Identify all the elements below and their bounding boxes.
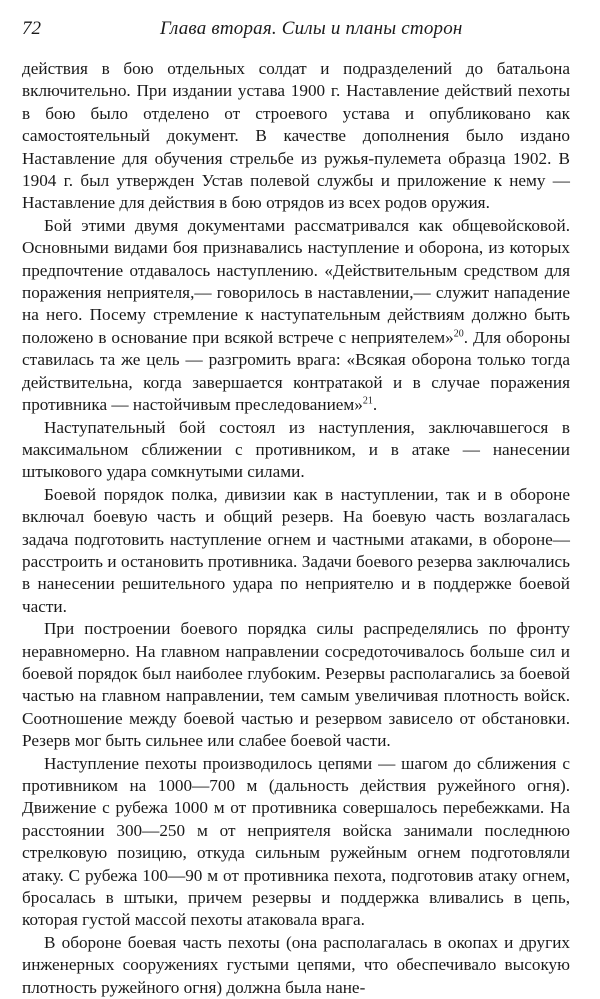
body-text	[22, 58, 570, 999]
paragraph-2-part-c: .	[372, 395, 378, 415]
paragraph-2	[22, 215, 570, 417]
paragraph-4: Боевой порядок полка, дивизии как в наступлении, так и в обороне включал боевую часть и общий резерв. На боевую часть возлагалась задача подготовить наступление огнем и частными атаками, в обороне—расстроить и остановить противника. Задачи боевого резерва заключались в нанесении решительного удара по неприятелю и в поддержке боевой части.	[22, 484, 570, 616]
page-header	[22, 18, 577, 46]
paragraph-3: Наступательный бой состоял из наступления, заключавшегося в максимальном сближении с противником, и в атаке — нанесении штыкового удара сомкнутыми силами.	[22, 417, 570, 482]
footnote-ref-20: 20	[453, 328, 464, 340]
paragraph-2-part-b: . Для обороны ставилась та же цель — разгромить врага: «Всякая оборона только тогда действительна, когда завершается контратакой и в случае поражения противника — настойчивым преследованием»	[22, 327, 570, 415]
paragraph-7: В обороне боевая часть пехоты (она располагалась в окопах и других инженерных сооружениях густыми цепями, что обеспечивало высокую плотность ружейного огня) должна была нане-	[22, 932, 570, 997]
page-number: 72	[22, 18, 41, 39]
running-title: Глава вторая. Силы и планы сторон	[160, 18, 463, 39]
paragraph-1: действия в бою отдельных солдат и подразделений до батальона включительно. При издании устава 1900 г. Наставление действий пехоты в бою было отделено от строевого устава и опубликовано как самостоятельный документ. В качестве дополнения было издано Наставление для обучения стрельбе из ружья-пулемета образца 1902. В 1904 г. был утвержден Устав полевой службы и приложение к нему — Наставление для действия в бою отрядов из всех родов оружия.	[22, 59, 570, 213]
footnote-ref-21: 21	[362, 395, 373, 407]
paragraph-6: Наступление пехоты производилось цепями — шагом до сближения с противником на 1000—700 м (дальность действия ружейного огня). Движение с рубежа 1000 м от противника совершалось перебежками. На расстоянии 300—250 м от неприятеля войска занимали последнюю стрелковую позицию, откуда сильным ружейным огнем подготовляли атаку. С рубежа 100—90 м от противника пехота, подготовив атаку огнем, бросалась в штыки, причем резервы и поддержка вливались в цепь, которая густой массой пехоты атаковала врага.	[22, 753, 570, 930]
paragraph-5: При построении боевого порядка силы распределялись по фронту неравномерно. На главном направлении сосредоточивалось больше сил и боевой порядок был наиболее глубоким. Резервы располагались за боевой частью на главном направлении, тем самым увеличивая плотность войск. Соотношение между боевой частью и резервом зависело от обстановки. Резерв мог быть сильнее или слабее боевой части.	[22, 619, 570, 751]
paragraph-2-part-a: Бой этими двумя документами рассматривался как общевойсковой. Основными видами боя признавались наступление и оборона, из которых предпочтение отдавалось наступлению. «Действительным средством для поражения неприятеля,— говорилось в наставлении,— служит нападение на него. Посему стремление к наступательным действиям должно быть положено в основание при всякой встрече с неприятелем»	[22, 215, 570, 347]
